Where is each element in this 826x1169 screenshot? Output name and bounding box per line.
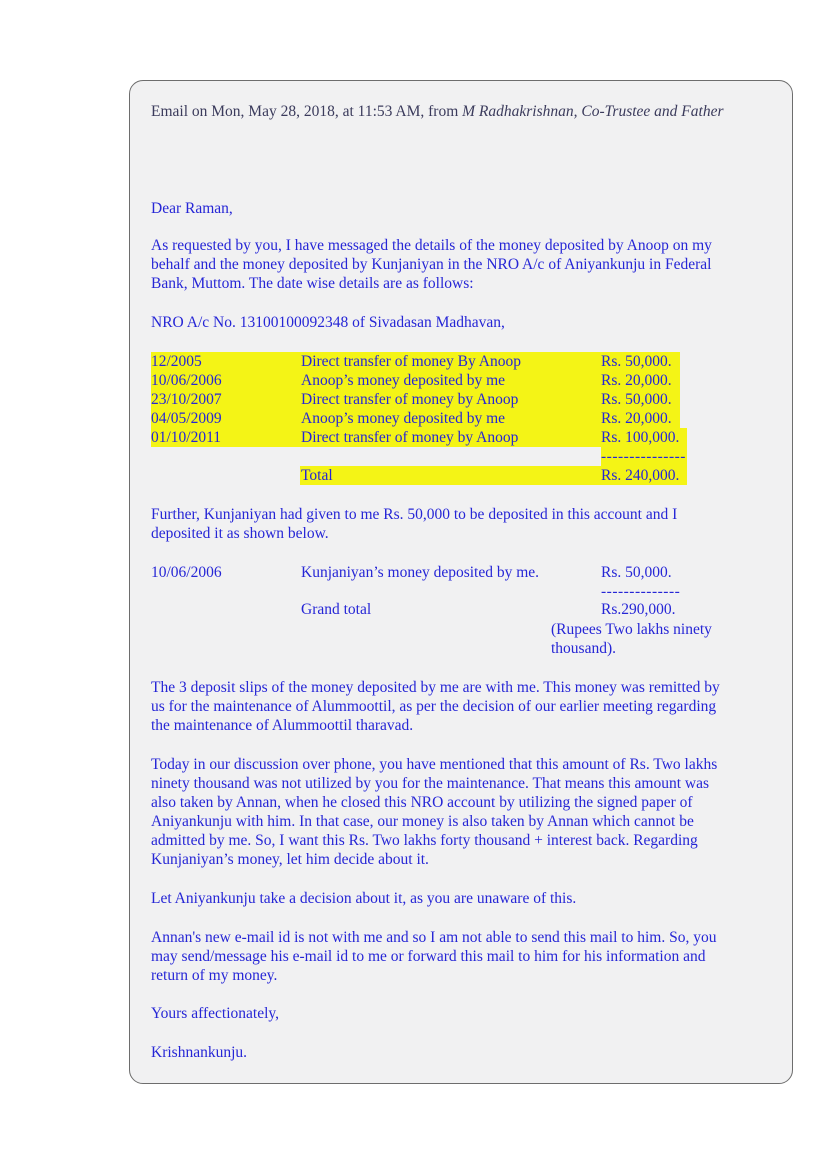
total-amount: Rs. 240,000. [601,467,680,484]
further-line: deposited it as shown below. [151,525,329,542]
deposit-date: 04/05/2009 [151,410,222,427]
deposit-amount: Rs. 20,000. [601,372,672,389]
slips-paragraph-line: The 3 deposit slips of the money deposited by me are with me. This money was remitted by [151,679,720,696]
today-paragraph-line: ninety thousand was not utilized by you for the maintenance. That means this amount was [151,775,710,792]
email-sender: M Radhakrishnan, Co-Trustee and Father [462,103,724,120]
kunjaniyan-description: Kunjaniyan’s money deposited by me. [301,564,540,581]
decision-paragraph: Let Aniyankunju take a decision about it, as you are unaware of this. [151,890,577,907]
deposit-description: Anoop’s money deposited by me [301,410,506,427]
deposit-description: Anoop’s money deposited by me [301,372,506,389]
deposit-description: Direct transfer of money By Anoop [301,353,521,370]
today-paragraph-line: admitted by me. So, I want this Rs. Two lakhs forty thousand + interest back. Regarding [151,832,698,849]
deposit-date: 01/10/2011 [151,429,222,446]
slips-paragraph-line: us for the maintenance of Alummoottil, as per the decision of our earlier meeting regarding [151,698,717,715]
deposit-amount: Rs. 50,000. [601,353,672,370]
today-paragraph-line: Kunjaniyan’s money, let him decide about it. [151,851,429,868]
annan-paragraph-line: return of my money. [151,967,278,984]
deposit-description: Direct transfer of money by Anoop [301,429,519,446]
kunjaniyan-date: 10/06/2006 [151,564,222,581]
grand-total-words: thousand). [551,640,617,657]
closing: Yours affectionately, [151,1005,279,1022]
deposit-date: 12/2005 [151,353,202,370]
grand-total-amount: Rs.290,000. [601,601,676,618]
today-paragraph-line: Aniyankunju with him. In that case, our money is also taken by Annan which cannot be [151,813,694,830]
deposit-date: 10/06/2006 [151,372,222,389]
salutation: Dear Raman, [151,200,233,217]
total-label: Total [301,467,333,484]
account-number: NRO A/c No. 13100100092348 of Sivadasan Madhavan, [151,314,505,331]
grand-total-label: Grand total [301,601,372,618]
intro-line: behalf and the money deposited by Kunjaniyan in the NRO A/c of Aniyankunju in Federal [151,256,712,273]
deposit-description: Direct transfer of money by Anoop [301,391,519,408]
deposit-date: 23/10/2007 [151,391,222,408]
annan-paragraph-line: may send/message his e-mail id to me or forward this mail to him for his information and [151,948,706,965]
grand-total-words: (Rupees Two lakhs ninety [551,621,712,638]
further-line: Further, Kunjaniyan had given to me Rs. 50,000 to be deposited in this account and I [151,506,678,523]
deposit-amount: Rs. 20,000. [601,410,672,427]
intro-line: As requested by you, I have messaged the details of the money deposited by Anoop on my [151,237,712,254]
subtotal-separator: --------------- [601,451,686,463]
slips-paragraph-line: the maintenance of Alummoottil tharavad. [151,717,414,734]
email-header [151,102,723,121]
deposit-amount: Rs. 100,000. [601,429,680,446]
email-header-prefix: Email on Mon, May 28, 2018, at 11:53 AM, from [151,103,463,120]
signature: Krishnankunju. [151,1044,248,1061]
grand-total-separator: -------------- [601,586,681,598]
kunjaniyan-amount: Rs. 50,000. [601,564,672,581]
intro-line: Bank, Muttom. The date wise details are as follows: [151,275,474,292]
annan-paragraph-line: Annan's new e-mail id is not with me and so I am not able to send this mail to him. So, you [151,929,717,946]
today-paragraph-line: also taken by Annan, when he closed this NRO account by utilizing the signed paper of [151,794,693,811]
deposit-amount: Rs. 50,000. [601,391,672,408]
today-paragraph-line: Today in our discussion over phone, you have mentioned that this amount of Rs. Two lakhs [151,756,718,773]
